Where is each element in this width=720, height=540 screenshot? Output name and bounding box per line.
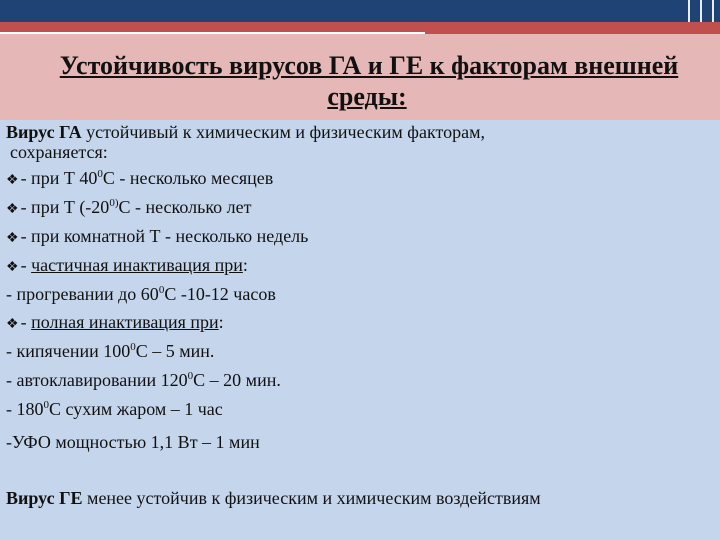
bullet-text: - при Т (-20 (20, 197, 110, 217)
bullet-item (6, 197, 252, 220)
item-text: - кипячении 100 (6, 341, 131, 361)
diamond-bullet-icon: ❖ (6, 173, 19, 188)
virus-ga-label: Вирус ГА (6, 122, 82, 142)
title-line-1: Устойчивость вирусов ГА и ГЕ к факторам внешней (59, 51, 679, 80)
degree-sup: 0 (187, 370, 194, 382)
diamond-bullet-icon: ❖ (6, 202, 19, 217)
diamond-bullet-icon: ❖ (6, 317, 19, 332)
full-item (6, 399, 223, 419)
degree-sup: 0 (43, 399, 49, 411)
intro-text: устойчивый к химическим и физическим факторам, (81, 122, 485, 142)
bullet-item (6, 255, 248, 278)
intro-line (6, 122, 485, 142)
outro-line (6, 488, 541, 508)
item-text: -УФО мощностью 1,1 Вт – 1 мин (6, 432, 260, 452)
item-text: С сухим жаром – 1 час (49, 399, 223, 419)
full-item (6, 370, 281, 390)
top-bar-stripe (688, 0, 690, 22)
intro-cont-text: сохраняется: (10, 142, 108, 162)
top-bar (0, 0, 720, 22)
full-item (6, 432, 260, 452)
top-bar-stripe (700, 0, 702, 22)
bullet-text: : (242, 255, 248, 275)
bullet-text: С - несколько месяцев (102, 168, 274, 188)
bullet-text: - при комнатной Т - несколько недель (20, 226, 309, 246)
bullet-text: - (20, 255, 32, 275)
bullet-item (6, 168, 273, 191)
bullet-text: - (20, 312, 32, 332)
diamond-bullet-icon: ❖ (6, 260, 19, 275)
bullet-text: - при Т 40 (20, 168, 98, 188)
item-text: С – 5 мин. (135, 341, 215, 361)
slide-title (0, 50, 720, 112)
title-line-2: среды: (327, 82, 407, 111)
full-item (6, 341, 214, 361)
diamond-bullet-icon: ❖ (6, 231, 19, 246)
item-text: С -10-12 часов (164, 284, 276, 304)
item-text: - автоклавировании 120 (6, 370, 188, 390)
partial-inactivation-heading: частичная инактивация при (31, 255, 243, 275)
bullet-text: С - несколько лет (118, 197, 252, 217)
item-text: С – 20 мин. (193, 370, 281, 390)
bullet-item (6, 226, 308, 249)
intro-cont-line (10, 142, 108, 162)
item-text: - 180 (6, 399, 44, 419)
degree-sup: 0 (130, 341, 136, 353)
full-inactivation-heading: полная инактивация при (31, 312, 219, 332)
virus-ge-label: Вирус ГЕ (6, 488, 83, 508)
item-text: - прогревании до 60 (6, 284, 159, 304)
bullet-item (6, 312, 224, 335)
partial-item (6, 284, 276, 304)
outro-text: менее устойчив к физическим и химическим воздействиям (82, 488, 541, 508)
bullet-text: : (218, 312, 224, 332)
top-bar-stripe (712, 0, 714, 22)
degree-sup: 0) (109, 197, 119, 209)
degree-sup: 0 (97, 168, 103, 180)
degree-sup: 0 (158, 284, 165, 296)
